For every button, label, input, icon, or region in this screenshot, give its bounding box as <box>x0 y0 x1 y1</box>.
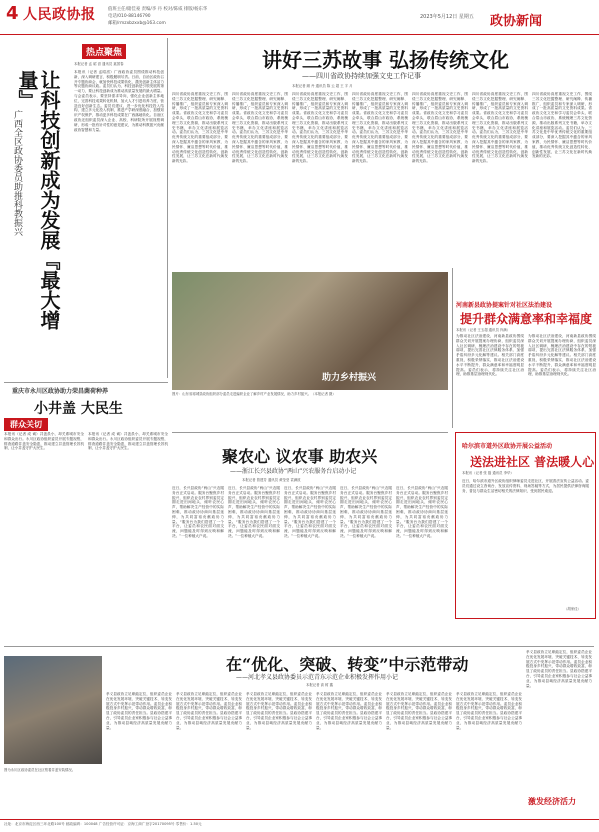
harbin-story-body: 近日，哈尔滨市道外区政协组织律师委员走进社区，开展普法宣传公益活动。委员们通过设立咨询台、发放宣传资料、现场答疑等方式，为居民提供法律咨询服务，普及与群众生活密切相关的法律知识，受到居民欢迎。 <box>462 479 589 493</box>
harbin-story-signature: （胡家佳） <box>564 607 581 611</box>
right-story-col2: 为推动社区法治建设，河南新县政协围绕群众关切开展提案办理协商，组织委员深入社区调研，梳理法治建设中存在的短板弱项，提出完善社区法律服务体系、加强矛盾纠纷多元化解等建议。相关部门高度重视，积极采纳落实，推动社区法治建设水平不断提升，群众满意率和幸福度明显提高。委员们表示，将持续关注社区治理，助推基层治理现代化。 <box>528 334 596 377</box>
column-divider <box>452 268 453 428</box>
county-inspection-photo <box>4 656 102 764</box>
top-story-col6: 四川省政协高度重视文史工作，围绕三苏文化挖掘整理、研究阐释、传播推广，组织委员和专家深入调研，形成了一批高质量的文史资料成果。省政协文化文史和学习委员会牵头，联合眉山市政协，系统梳理三苏文化资源，推动出版系列文史书籍，举办文化讲座和展览活动。委员们认为，三苏文化是中华优秀传统文化的重要组成部分，要深入挖掘其中蕴含的家风家教、为民情怀、廉洁思想等时代价值，推动优秀传统文化创造性转化、创新性发展，让三苏文化在新时代焕发新的光彩。 <box>472 92 528 164</box>
harbin-story-kicker: 哈尔滨市道外区政协开展公益活动 <box>462 443 553 450</box>
row-divider <box>4 382 168 383</box>
center-story-col5: 近日，长兴县政协“两山”兴农服务台正式启动。服务台聚焦乡村振兴，组织农业农村界别委员定期走进田间地头，倾听农民心声，帮助解决生产经营中的实际困难，推动政协协商向基层延伸，为共同富裕贡献政协力量。“服务台为我们搭建了一个平台，让委员和农民面对面交流，问题能及时得到反映和解决。”一位种植大户说。 <box>396 486 448 538</box>
center-story-headline: 聚农心 议农事 助农兴 <box>222 447 378 466</box>
right-story-headline: 提升群众满意率和幸福度 <box>460 312 593 326</box>
right-story-kicker: 河南新县政协提案针对社区法治建设 <box>456 302 553 309</box>
top-story-headline: 讲好三苏故事 弘扬传统文化 <box>262 48 509 72</box>
bottom-story-col7: 孝义县政协立足职能定位，组织委员企业在优化发展环境、突破关键技术、转变发展方式中发挥示范带动作用。委员企业积极投身乡村振兴，带动群众增收致富，彰显了政协委员的责任担当。县政协搭建平台，引导委员企业家积极参与社会公益事业，为推动县域经济高质量发展贡献力量。 <box>526 650 592 688</box>
bottom-story-col4: 孝义县政协立足职能定位，组织委员企业在优化发展环境、突破关键技术、转变发展方式中发挥示范带动作用。委员企业积极投身乡村振兴，带动群众增收致富，彰显了政协委员的责任担当。县政协搭建平台，引导委员企业家积极参与社会公益事业，为推动县域经济高质量发展贡献力量。 <box>316 692 382 730</box>
hot-topic-badge: 热点聚焦 <box>82 44 126 59</box>
harbin-story-box <box>455 432 596 619</box>
left-feature <box>4 40 164 380</box>
feature-body: 本报讯（记者 孟昭嵩）广西政协委员围绕推动科技创新，深入调研建言，积极履职尽责。日前，自治区政协召开专题协商会，就加快科技成果转化、激发创新主体活力等议题协商议政。委员们认为，科技创新是引领发展的第一动力，要让科技创新成为推动高质量发展的最大增量。与会委员表示，要坚持需求导向，强化企业创新主体地位，完善科技成果转化机制，加大人才引进培养力度，营造良好创新生态。委员们建议，进一步优化科技投入结构，建立多元化投入机制，推进产学研深度融合，加强知识产权保护，推动更多科技成果在广西落地转化。自治区政协还组织委员深入企业、高校、科研院所开展视察调研，形成一批有针对性的意见建议，为推动科教振兴贡献政协智慧和力量。 <box>74 70 164 132</box>
footer-text: 社址：北京市海淀区西三环北路100号 邮政编码：100048 广告经营许可证：京海工商广登字20170095号 零售价：1.50元 <box>4 822 202 826</box>
bottom-story-col3: 孝义县政协立足职能定位，组织委员企业在优化发展环境、突破关键技术、转变发展方式中发挥示范带动作用。委员企业积极投身乡村振兴，带动群众增收致富，彰显了政协委员的责任担当。县政协搭建平台，引导委员企业家积极参与社会公益事业，为推动县域经济高质量发展贡献力量。 <box>246 692 312 730</box>
section-label: 激发经济活力 <box>528 797 576 806</box>
page-number: 4 <box>6 3 19 24</box>
bottom-story-col1: 孝义县政协立足职能定位，组织委员企业在优化发展环境、突破关键技术、转变发展方式中发挥示范带动作用。委员企业积极投身乡村振兴，带动群众增收致富，彰显了政协委员的责任担当。县政协搭建平台，引导委员企业家积极参与社会公益事业，为推动县域经济高质量发展贡献力量。 <box>106 692 172 730</box>
top-story-subhead: ——四川省政协持续加强文史工作记事 <box>302 72 421 80</box>
column-divider <box>167 38 168 378</box>
county-photo-caption: 图为永川区政协委员在社区察看井盖安装情况。 <box>4 768 76 772</box>
top-story <box>172 38 594 268</box>
county-story <box>4 384 168 524</box>
top-story-col5: 四川省政协高度重视文史工作，围绕三苏文化挖掘整理、研究阐释、传播推广，组织委员和专家深入调研，形成了一批高质量的文史资料成果。省政协文化文史和学习委员会牵头，联合眉山市政协，系统梳理三苏文化资源，推动出版系列文史书籍，举办文化讲座和展览活动。委员们认为，三苏文化是中华优秀传统文化的重要组成部分，要深入挖掘其中蕴含的家风家教、为民情怀、廉洁思想等时代价值，推动优秀传统文化创造性转化、创新性发展，让三苏文化在新时代焕发新的光彩。 <box>412 92 468 164</box>
feature-subhead: 广西全区政协委员助推科教振兴 <box>12 110 22 236</box>
section-title: 政协新闻 <box>490 14 543 29</box>
header-phone: 电话/010-88146790 <box>108 14 151 19</box>
center-story-col4: 近日，长兴县政协“两山”兴农服务台正式启动。服务台聚焦乡村振兴，组织农业农村界别委员定期走进田间地头，倾听农民心声，帮助解决生产经营中的实际困难，推动政协协商向基层延伸，为共同富裕贡献政协力量。“服务台为我们搭建了一个平台，让委员和农民面对面交流，问题能及时得到反映和解决。”一位种植大户说。 <box>340 486 392 538</box>
center-story-byline: 本报记者 曾建芳 通讯员 黄莹莹 袁满波 <box>242 478 301 482</box>
feature-headline: 让科技创新成为发展『最大增量』 <box>15 70 61 330</box>
header-email: 邮箱/rmzxbzxxb@163.com <box>108 21 166 26</box>
top-story-col1: 四川省政协高度重视文史工作，围绕三苏文化挖掘整理、研究阐释、传播推广，组织委员和专家深入调研，形成了一批高质量的文史资料成果。省政协文化文史和学习委员会牵头，联合眉山市政协，系统梳理三苏文化资源，推动出版系列文史书籍，举办文化讲座和展览活动。委员们认为，三苏文化是中华优秀传统文化的重要组成部分，要深入挖掘其中蕴含的家风家教、为民情怀、廉洁思想等时代价值，推动优秀传统文化创造性转化、创新性发展，让三苏文化在新时代焕发新的光彩。 <box>172 92 228 164</box>
page-header <box>0 0 599 35</box>
bottom-story <box>106 650 594 815</box>
county-story-kicker: 重庆市永川区政协助力荣昌菌荷种养 <box>12 388 109 395</box>
issue-date: 2023年5月12日 星期五 <box>420 14 474 20</box>
top-story-col3: 四川省政协高度重视文史工作，围绕三苏文化挖掘整理、研究阐释、传播推广，组织委员和专家深入调研，形成了一批高质量的文史资料成果。省政协文化文史和学习委员会牵头，联合眉山市政协，系统梳理三苏文化资源，推动出版系列文史书籍，举办文化讲座和展览活动。委员们认为，三苏文化是中华优秀传统文化的重要组成部分，要深入挖掘其中蕴含的家风家教、为民情怀、廉洁思想等时代价值，推动优秀传统文化创造性转化、创新性发展，让三苏文化在新时代焕发新的光彩。 <box>292 92 348 164</box>
bottom-story-subhead: ——河北孝义县政协委员示范青东示范企业积极发挥作用小记 <box>236 674 399 681</box>
village-workshop-photo <box>172 272 448 390</box>
center-story-col1: 近日，长兴县政协“两山”兴农服务台正式启动。服务台聚焦乡村振兴，组织农业农村界别委员定期走进田间地头，倾听农民心声，帮助解决生产经营中的实际困难，推动政协协商向基层延伸，为共同富裕贡献政协力量。“服务台为我们搭建了一个平台，让委员和农民面对面交流，问题能及时得到反映和解决。”一位种植大户说。 <box>172 486 224 538</box>
bottom-story-col6: 孝义县政协立足职能定位，组织委员企业在优化发展环境、突破关键技术、转变发展方式中发挥示范带动作用。委员企业积极投身乡村振兴，带动群众增收致富，彰显了政协委员的责任担当。县政协搭建平台，引导委员企业家积极参与社会公益事业，为推动县域经济高质量发展贡献力量。 <box>456 692 522 730</box>
center-story-col3: 近日，长兴县政协“两山”兴农服务台正式启动。服务台聚焦乡村振兴，组织农业农村界别委员定期走进田间地头，倾听农民心声，帮助解决生产经营中的实际困难，推动政协协商向基层延伸，为共同富裕贡献政协力量。“服务台为我们搭建了一个平台，让委员和农民面对面交流，问题能及时得到反映和解决。”一位种植大户说。 <box>284 486 336 538</box>
row-divider <box>172 432 448 433</box>
photo-label: 助力乡村振兴 <box>322 373 377 383</box>
masthead-logo: 人民政协报 <box>23 7 96 23</box>
bottom-story-headline: 在“优化、突破、转变”中示范带动 <box>226 655 469 674</box>
page-footer <box>0 819 599 832</box>
bottom-story-col2: 孝义县政协立足职能定位，组织委员企业在优化发展环境、突破关键技术、转变发展方式中发挥示范带动作用。委员企业积极投身乡村振兴，带动群众增收致富，彰显了政协委员的责任担当。县政协搭建平台，引导委员企业家积极参与社会公益事业，为推动县域经济高质量发展贡献力量。 <box>176 692 242 730</box>
top-story-col2: 四川省政协高度重视文史工作，围绕三苏文化挖掘整理、研究阐释、传播推广，组织委员和专家深入调研，形成了一批高质量的文史资料成果。省政协文化文史和学习委员会牵头，联合眉山市政协，系统梳理三苏文化资源，推动出版系列文史书籍，举办文化讲座和展览活动。委员们认为，三苏文化是中华优秀传统文化的重要组成部分，要深入挖掘其中蕴含的家风家教、为民情怀、廉洁思想等时代价值，推动优秀传统文化创造性转化、创新性发展，让三苏文化在新时代焕发新的光彩。 <box>232 92 288 164</box>
center-story-col2: 近日，长兴县政协“两山”兴农服务台正式启动。服务台聚焦乡村振兴，组织农业农村界别委员定期走进田间地头，倾听农民心声，帮助解决生产经营中的实际困难，推动政协协商向基层延伸，为共同富裕贡献政协力量。“服务台为我们搭建了一个平台，让委员和农民面对面交流，问题能及时得到反映和解决。”一位种植大户说。 <box>228 486 280 538</box>
right-story-byline: 本报讯（记者 王玉超 通讯员 肖满） <box>456 328 511 332</box>
top-story-col7: 四川省政协高度重视文史工作，围绕三苏文化挖掘整理、研究阐释、传播推广，组织委员和专家深入调研，形成了一批高质量的文史资料成果。省政协文化文史和学习委员会牵头，联合眉山市政协，系统梳理三苏文化资源，推动出版系列文史书籍，举办文化讲座和展览活动。委员们认为，三苏文化是中华优秀传统文化的重要组成部分，要深入挖掘其中蕴含的家风家教、为民情怀、廉洁思想等时代价值，推动优秀传统文化创造性转化、创新性发展，让三苏文化在新时代焕发新的光彩。 <box>532 92 592 159</box>
county-story-tag: 群众关切 <box>4 418 48 431</box>
bottom-story-col5: 孝义县政协立足职能定位，组织委员企业在优化发展环境、突破关键技术、转变发展方式中发挥示范带动作用。委员企业积极投身乡村振兴，带动群众增收致富，彰显了政协委员的责任担当。县政协搭建平台，引导委员企业家积极参与社会公益事业，为推动县域经济高质量发展贡献力量。 <box>386 692 452 730</box>
right-story <box>456 300 596 450</box>
center-story <box>172 434 448 634</box>
bottom-story-byline: 本报记者 高 树 鑫 <box>306 683 333 687</box>
center-story-subhead: ——浙江长兴县政协“两山”兴农服务台启动小记 <box>230 468 357 475</box>
top-story-col4: 四川省政协高度重视文史工作，围绕三苏文化挖掘整理、研究阐释、传播推广，组织委员和专家深入调研，形成了一批高质量的文史资料成果。省政协文化文史和学习委员会牵头，联合眉山市政协，系统梳理三苏文化资源，推动出版系列文史书籍，举办文化讲座和展览活动。委员们认为，三苏文化是中华优秀传统文化的重要组成部分，要深入挖掘其中蕴含的家风家教、为民情怀、廉洁思想等时代价值，推动优秀传统文化创造性转化、创新性发展，让三苏文化在新时代焕发新的光彩。 <box>352 92 408 164</box>
photo-caption: 图片：山东省郯城县政协组织部分委员走进编织企业了解乡村产业发展情况，助力乡村振兴。（本报记者 摄） <box>172 392 336 396</box>
right-story-col1: 为推动社区法治建设，河南新县政协围绕群众关切开展提案办理协商，组织委员深入社区调研，梳理法治建设中存在的短板弱项，提出完善社区法律服务体系、加强矛盾纠纷多元化解等建议。相关部门高度重视，积极采纳落实，推动社区法治建设水平不断提升，群众满意率和幸福度明显提高。委员们表示，将持续关注社区治理，助推基层治理现代化。 <box>456 334 524 377</box>
county-story-headline: 小井盖 大民生 <box>34 401 123 417</box>
top-story-byline: 本报记者 顾 丹 通讯员 陈 云 超 王 宇 月 <box>292 84 353 88</box>
feature-byline: 本报记者 孟 昭 嵩 通讯员 莫国春 <box>74 62 124 66</box>
harbin-story-byline: 本报讯（记者 张 磊 通讯员 李华） <box>462 471 514 475</box>
row-divider <box>4 646 594 647</box>
harbin-story-headline: 送法进社区 普法暖人心 <box>470 455 595 469</box>
county-story-col1: 本报讯（记者 成 诚）井盖虽小，却关系城市安全和群众出行。永川区政协组织委员开展专题视察，排查道路井盖安全隐患，推动建立井盖管理长效机制，让小井盖守护大民生。 <box>4 432 84 451</box>
county-story-col2: 本报讯（记者 成 诚）井盖虽小，却关系城市安全和群众出行。永川区政协组织委员开展专题视察，排查道路井盖安全隐患，推动建立井盖管理长效机制，让小井盖守护大民生。 <box>88 432 168 451</box>
header-editors: 值班主任/储佳豪 责编/李 丹 校对/陈威 排版/杨东华 <box>108 7 208 12</box>
